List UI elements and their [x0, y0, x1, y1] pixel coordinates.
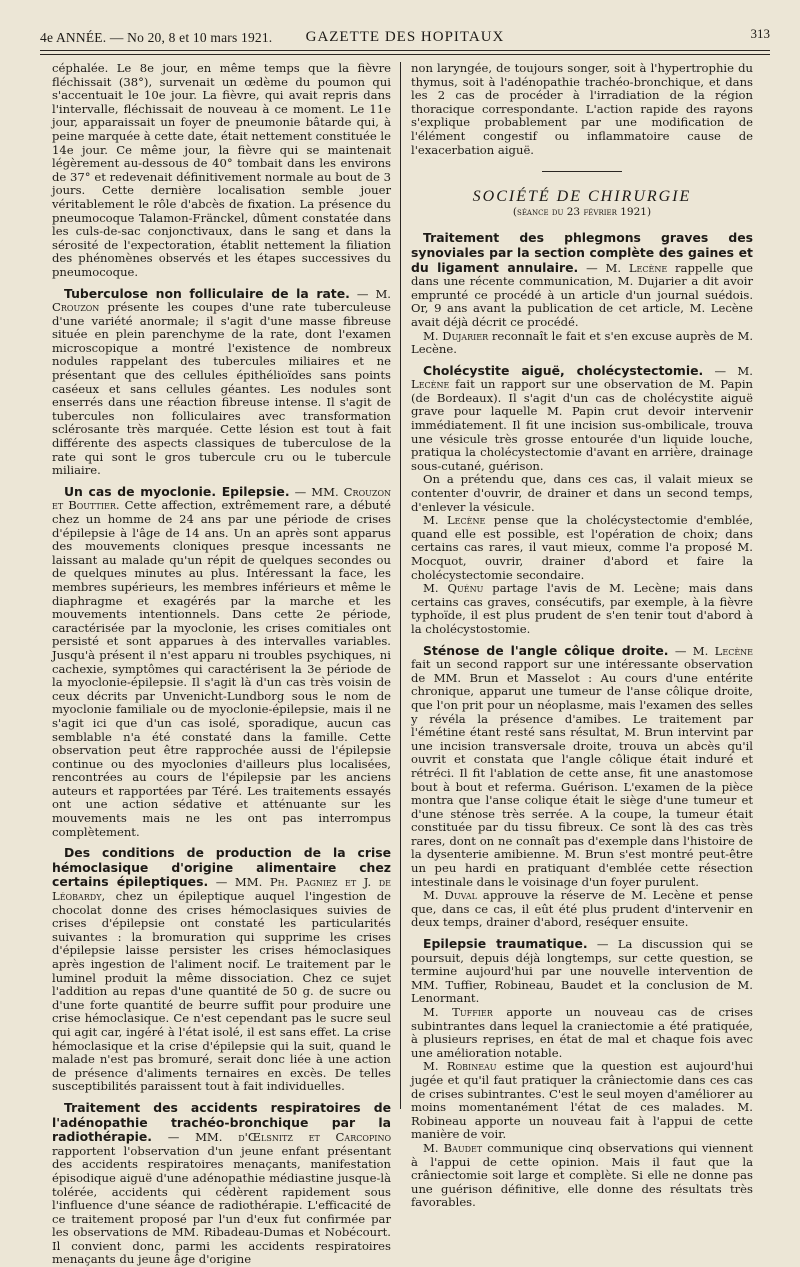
- article-title: Des conditions de production de la crise hémoclasique d'origine alimentaire chez certains épileptiques.: [52, 845, 391, 890]
- separator-rule: [542, 171, 622, 172]
- section-title: SOCIÉTÉ DE CHIRURGIE: [472, 188, 692, 206]
- article-author: M. Dujarier: [423, 328, 489, 343]
- article-author: M. Tuffier: [423, 1005, 493, 1019]
- article-author: — M. Lecène: [586, 260, 668, 275]
- article-radiotherapie: Traitement des accidents respiratoires de l'adénopathie trachéo-bronchique par la radiothérapie. — MM. d'Œlsnitz et Carcopino rapportent l'observation d'un jeune enfant présentant des accidents respiratoires menaçants, manifestation épisodique aiguë d'une adénopathie médiastine jusque-là tolérée, accidents qui cédèrent rapidement sous l'influence d'une séance de radiothérapie. L'efficacité de ce traitement proposé par l'un d'eux fut confirmée par les observations de MM. Ribadeau-Dumas et Nobécourt. Il convient donc, parmi les accidents respiratoires menaçants du jeune âge d'origine: [52, 1099, 392, 1267]
- page-header: [40, 26, 770, 46]
- article-epilepsie-traumatique: [411, 937, 753, 1210]
- journal-title: GAZETTE DES HOPITAUX: [305, 29, 505, 45]
- session-date: (séance du 23 février 1921): [512, 205, 652, 218]
- article-text: communique cinq observations qui viennent à l'appui de cette opinion. Mais il faut que la crâniectomie soit large et complète. Si elle ne donne pas une guérison définitive, elle donne des résultats très favorables.: [411, 1140, 753, 1210]
- article-text: partage l'avis de M. Lecène; mais dans certains cas graves, consécutifs, par exemple, à la fièvre typhoïde, il est plus prudent de s'en tenir tout d'abord à la cholécystostomie.: [411, 581, 754, 636]
- article-author: M. Lecène: [423, 513, 486, 528]
- article-author: M. Crouzon: [52, 286, 391, 315]
- article-title: Epilepsie traumatique.: [423, 936, 588, 952]
- article-myoclonie: Un cas de myoclonie. Epilepsie. — MM. Crouzon et Bouttier. Cette affection, extrêmement rare, a débuté chez un homme de 24 ans par une période de crises d'épilepsie à l'âge de 14 ans. Un an après sont apparus des mouvements cloniques presque incessants ne laissant au malade qu'un répit de quelques secondes ou de quelques minutes au plus. Intéressant la face, les membres supérieurs, les membres inférieurs et même le diaphragme et exagérés par la marche et les mouvements intentionnels. Dans cette 2e période, caractérisée par la myoclonie, les crises comitiales ont persisté et sont apparues à des intervalles variables. Jusqu'à présent il n'est apparu ni troubles psychiques, ni cachexie, symptômes qui caractérisent la 3e période de la myoclonie-épilepsie. Il s'agit là d'un cas très voisin de ceux décrits par Unvenicht-Lundborg sous le nom de myoclonie familiale ou de myoclonie-épilepsie, mais il ne s'agit ici que d'un cas isolé, sporadique, aucun cas semblable n'a été constaté dans la famille. Cette observation peut être rapprochée aussi de l'épilepsie continue ou des myoclonies d'ailleurs plus localisées, rencontrées au cours de l'épilepsie par les anciens auteurs et rapportées par Téré. Les traitements essayés ont une action sédative et atténuante sur les mouvements mais ne les ont pas interrompus complètement.: [52, 483, 391, 839]
- article-title: Sténose de l'angle côlique droite.: [423, 642, 669, 658]
- article-title: Un cas de myoclonie. Epilepsie.: [64, 483, 290, 499]
- article-text: apporte un nouveau cas de crises subintrantes dans lequel la craniectomie a été pratiquée, à plusieurs reprises, en état de mal et chaque fois avec une amélioration notable.: [411, 1005, 753, 1060]
- right-column: [411, 61, 754, 1210]
- article-author: MM. d'Œlsnitz et Carcopino: [195, 1130, 392, 1145]
- article-author: M. Quénu: [423, 581, 484, 596]
- column-divider: [400, 62, 401, 1109]
- article-author: M. Robineau: [423, 1059, 497, 1074]
- continued-text: non laryngée, de toujours songer, soit à l'hypertrophie du thymus, soit à l'adénopathie trachéo-bronchique, et dans les 2 cas de procéder à l'irradiation de la région thoracique correspondante. L'action rapide des rayons s'explique probablement par une modification de l'élément congestif ou inflammatoire cause de l'exacerbation aiguë.: [411, 61, 753, 157]
- article-stenose: [411, 644, 753, 930]
- article-phlegmons: [411, 231, 753, 356]
- article-text: — La discussion qui se poursuit, depuis déjà longtemps, sur cette question, se termine aujourd'hui par une nouvelle intervention de MM. Tuffier, Robineau, Baudet et la conclusion de M. Lenormant.: [411, 937, 754, 1006]
- article-tuberculose: Tuberculose non folliculaire de la rate. — M. Crouzon présente les coupes d'une rate tuberculeuse d'une variété anormale; il s'agit d'une masse fibreuse située en plein parenchyme de la rate, dont l'examen microscopique a montré l'existence de nombreux nodules rappelant des tubercules miliaires et ne présentant que des cellules épithélioïdes sans points caséeux et sans cellules géantes. Les nodules sont enserrés dans une réaction fibreuse intense. Il s'agit de tubercules non folliculaires avec transformation sclérosante très marquée. Cette lésion est tout à fait différente des aspects classiques de tuberculose de la rate qui sont le gros tubercule cru ou le tubercule miliaire.: [52, 285, 391, 478]
- article-title: Cholécystite aiguë, cholécystectomie.: [423, 362, 704, 378]
- continued-text: céphalée. Le 8e jour, en même temps que la fièvre fléchissait (38°), survenait un œdème du poumon qui s'accentuait le 10e jour. La fièvre, qui avait repris dans l'intervalle, fléchissait de nouveau à ce moment. Le 11e jour, apparaissait un foyer de pneumonie bâtarde qui, à peine marquée à cette date, était nettement constituée le 14e jour. Ce même jour, la fièvre qui se maintenait légèrement au-dessous de 40° tombait dans les environs de 37° et redevenait définitivement normale au bout de 3 jours. Cette dernière localisation semble jouer véritablement le rôle d'abcès de fixation. La présence du pneumocoque Talamon-Fränckel, dûment constatée dans les culs-de-sac conjonctivaux, dans le sang et dans la sérosité de l'expectoration, établit nettement la filiation des phénomènes observés et les étapes successives du pneumocoque.: [52, 61, 391, 279]
- article-text: présente les coupes d'une rate tuberculeuse d'une variété anormale; il s'agit d'une masse fibreuse située en plein parenchyme de la rate, dont l'examen microscopique a montré l'existence de nombreux nodules rappelant des tubercules miliaires et ne présentant que des cellules épithélioïdes sans points caséeux et sans cellules géantes. Les nodules sont enserrés dans une réaction fibreuse intense. Il s'agit de tubercules non folliculaires avec transformation sclérosante très marquée. Cette lésion est tout à fait différente des aspects classiques de tuberculose de la rate qui sont le gros tubercule cru ou le tubercule miliaire.: [52, 300, 391, 478]
- article-author: — M. Lecène: [411, 363, 753, 392]
- article-text: fait un rapport sur une observation de M. Papin (de Bordeaux). Il s'agit d'un cas de cholécystite aiguë grave pour laquelle M. Papin crut devoir intervenir immédiatement. Il fit une incision sus-ombilicale, trouva une vésicule très grosse entourée d'un liquide louche, pratiqua la cholécystectomie d'avant en arrière, drainage sous-cutané, guérison.: [411, 377, 753, 473]
- article-text: reconnaît le fait et s'en excuse auprès de M. Lecène.: [411, 328, 754, 357]
- article-hemoclasique: Des conditions de production de la crise hémoclasique d'origine alimentaire chez certains épileptiques. — MM. Ph. Pagniez et J. de Léobardy, chez un épileptique auquel l'ingestion de chocolat donne des crises hémoclasiques suivies de crises d'épilepsie ont constaté les particularités suivantes : la bromuration qui supprime les crises d'épilepsie laisse persister les crises hémoclasiques après ingestion de l'aliment nocif. Le traitement par le luminel produit la même dissociation. Chez ce sujet l'addition au repas d'une quantité de 50 g. de sucre ou d'une forte quantité de beurre suffit pour produire une crise hémoclasique. Ce n'est cependant pas le sucre seul qui agit car, ingéré à l'état isolé, il est sans effet. La crise hémoclasique et la crise d'épilepsie qui la suit, quand le malade n'est pas bromuré, serait donc liée à une action de présence d'aliments ternaires en excès. De telles susceptibilités paraissent tout à fait individuelles.: [52, 845, 392, 1094]
- issue-info: 4e ANNÉE. — No 20, 8 et 10 mars 1921.: [40, 30, 273, 45]
- article-text: On a prétendu que, dans ces cas, il valait mieux se contenter d'ouvrir, de drainer et dans un second temps, d'enlever la vésicule.: [411, 472, 753, 514]
- header-rule: [40, 50, 770, 51]
- article-text: rappelle que dans une récente communication, M. Dujarier a dit avoir emprunté ce procédé à un article d'un journal suédois. Or, 9 ans avant la publication de cet article, M. Lecène avait déjà décrit ce procédé.: [411, 260, 753, 329]
- left-column: [52, 61, 392, 1267]
- article-author: M. Baudet: [423, 1140, 483, 1155]
- article-title: Tuberculose non folliculaire de la rate.: [64, 285, 350, 301]
- article-title: Traitement des accidents respiratoires de l'adénopathie trachéo-bronchique par la radiothérapie.: [52, 1099, 391, 1145]
- article-title: Traitement des phlegmons graves des synoviales par la section complète des gaines et du ligament annulaire.: [411, 230, 753, 275]
- article-text: fait un second rapport sur une intéressante observation de MM. Brun et Masselot : Au cours d'une entérite chronique, apparut une tumeur de l'anse côlique droite, que l'on prit pour un néoplasme, mais l'examen des selles y révéla la présence d'amibes. Le traitement par l'émétine étant resté sans résultat, M. Brun intervint par une incision transversale droite, trouva un abcès qu'il ouvrit et constata que l'angle côlique était induré et rétréci. Il fit l'ablation de cette anse, fit une anastomose bout à bout et referma. Guérison. L'examen de la pièce montra que l'anse colique était le siège d'une tumeur et d'une sténose très serrée. A la coupe, la tumeur était constituée par du tissu fibreux. Ce sont là des cas très rares, dont on ne connaît pas d'exemple dans l'histoire de la dysenterie amibienne. M. Brun s'est montré peut-être un peu hardi en pratiquant d'emblée cette résection intestinale dans le voisinage d'un foyer purulent.: [411, 657, 753, 889]
- article-text: estime que la question est aujourd'hui jugée et qu'il faut pratiquer la crâniectomie dans ces cas de crises subintrantes. C'est le seul moyen d'améliorer au moins momentanément l'état de ces malades. M. Robineau apporte un nouveau fait à l'appui de cette manière de voir.: [411, 1059, 754, 1142]
- article-text: rapportent l'observation d'un jeune enfant présentant des accidents respiratoires menaçants, manifestation épisodique aiguë d'une adénopathie médiastine jusque-là tolérée, accidents qui cédèrent rapidement sous l'influence d'une séance de radiothérapie. L'efficacité de ce traitement proposé par l'un d'eux fut confirmée par les observations de MM. Ribadeau-Dumas et Nobécourt. Il convient donc, parmi les accidents respiratoires menaçants du jeune âge d'origine: [52, 1143, 391, 1267]
- article-text: chez un épileptique auquel l'ingestion de chocolat donne des crises hémoclasiques suivies de crises d'épilepsie ont constaté les particularités suivantes : la bromuration qui supprime les crises d'épilepsie laisse persister les crises hémoclasiques après ingestion de l'aliment nocif. Le traitement par le luminel produit la même dissociation. Chez ce sujet l'addition au repas d'une quantité de 50 g. de sucre ou d'une forte quantité de beurre suffit pour produire une crise hémoclasique. Ce n'est cependant pas le sucre seul qui agit car, ingéré à l'état isolé, il est sans effet. La crise hémoclasique et la crise d'épilepsie qui la suit, quand le malade n'est pas bromuré, serait donc liée à une action de présence d'aliments ternaires en excès. De telles susceptibilités paraissent tout à fait individuelles.: [52, 889, 392, 1094]
- article-author: MM. Ph. Pagniez et J. de Léobardy,: [52, 875, 391, 904]
- article-author: MM. Crouzon et Bouttier.: [52, 484, 391, 513]
- header-rule-secondary: [40, 54, 770, 55]
- page-number: 313: [750, 26, 770, 41]
- article-text: pense que la cholécystectomie d'emblée, quand elle est possible, est l'opération de choix; dans certains cas rares, il vaut mieux, comme l'a proposé M. Mocquot, ouvrir, drainer d'abord et faire la cholécystectomie secondaire.: [411, 513, 754, 582]
- article-cholecystite: [411, 364, 753, 637]
- article-author: M. Duval: [423, 888, 477, 903]
- article-text: approuve la réserve de M. Lecène et pense que, dans ce cas, il eût été plus prudent d'intervenir en deux temps, drainer d'abord, reséquer ensuite.: [411, 888, 753, 930]
- article-author: — M. Lecène: [674, 643, 753, 658]
- article-text: Cette affection, extrêmement rare, a débuté chez un homme de 24 ans par une période de crises d'épilepsie à l'âge de 14 ans. Un an après sont apparus des mouvements cloniques presque incessants ne laissant au malade qu'un répit de quelques secondes ou de quelques minutes au plus. Intéressant la face, les membres supérieurs, les membres inférieurs et même le diaphragme et exagérés par la marche et les mouvements intentionnels. Dans cette 2e période, caractérisée par la myoclonie, les crises comitiales ont persisté et sont apparues à des intervalles variables. Jusqu'à présent il n'est apparu ni troubles psychiques, ni cachexie, symptômes qui caractérisent la 3e période de la myoclonie-épilepsie. Il s'agit là d'un cas très voisin de ceux décrits par Unvenicht-Lundborg sous le nom de myoclonie familiale ou de myoclonie-épilepsie, mais il ne s'agit ici que d'un cas isolé, sporadique, aucun cas semblable n'a été constaté dans la famille. Cette observation peut être rapprochée aussi de l'épilepsie continue ou des myoclonies d'ailleurs plus localisées, rencontrées au cours de l'épilepsie par les anciens auteurs et rapportées par Téré. Les traitements essayés ont une action sédative et atténuante sur les mouvements mais ne les ont pas interrompus complètement.: [52, 498, 391, 839]
